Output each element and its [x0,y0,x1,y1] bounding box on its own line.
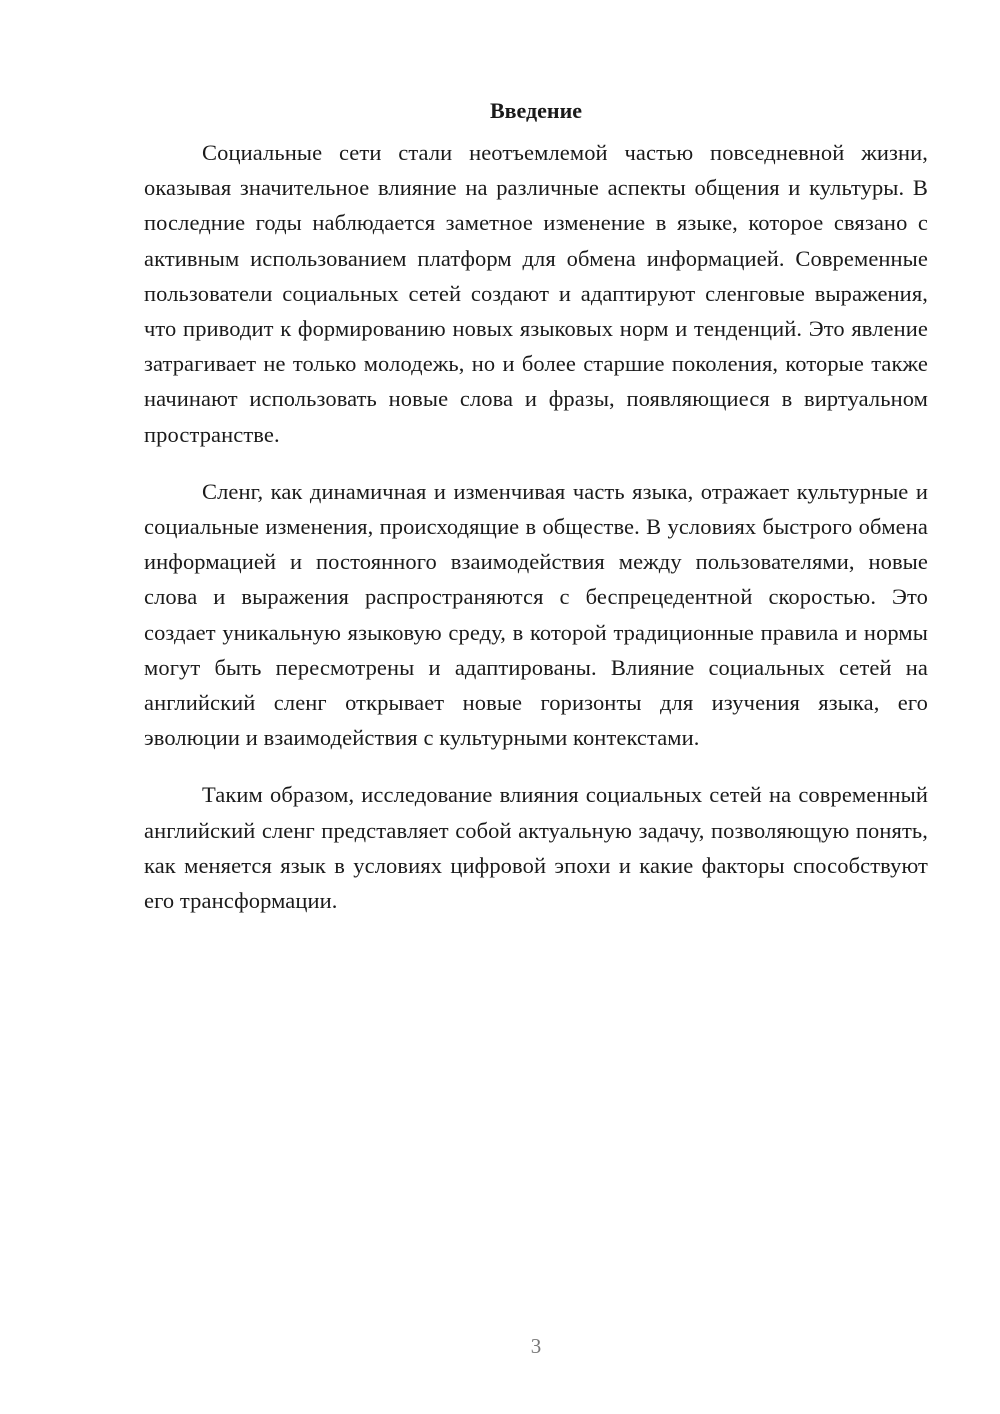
section-heading: Введение [489,98,583,123]
paragraph-2: Сленг, как динамичная и изменчивая часть языка, отражает культурные и социальные изменения, происходящие в обществе. В условиях быстрого обмена информацией и постоянного взаимодействия между пользователями, новые слова и выражения распространяются с беспрецедентной скоростью. Это создает уникальную языковую среду, в которой традиционные правила и нормы могут быть пересмотрены и адаптированы. Влияние социальных сетей на английский сленг открывает новые горизонты для изучения языка, его эволюции и взаимодействия с культурными контекстами. [144,478,928,751]
page-number: 3 [530,1334,542,1358]
page-content [144,96,928,918]
paragraph-1: Социальные сети стали неотъемлемой частью повседневной жизни, оказывая значительное влияние на различные аспекты общения и культуры. В последние годы наблюдается заметное изменение в языке, которое связано с активным использованием платформ для обмена информацией. Современные пользователи социальных сетей создают и адаптируют сленговые выражения, что приводит к формированию новых языковых норм и тенденций. Это явление затрагивает не только молодежь, но и более старшие поколения, которые также начинают использовать новые слова и фразы, появляющиеся в виртуальном пространстве. [144,140,928,447]
paragraph-3: Таким образом, исследование влияния социальных сетей на современный английский сленг представляет собой актуальную задачу, позволяющую понять, как меняется язык в условиях цифровой эпохи и какие факторы способствуют его трансформации. [144,782,928,914]
